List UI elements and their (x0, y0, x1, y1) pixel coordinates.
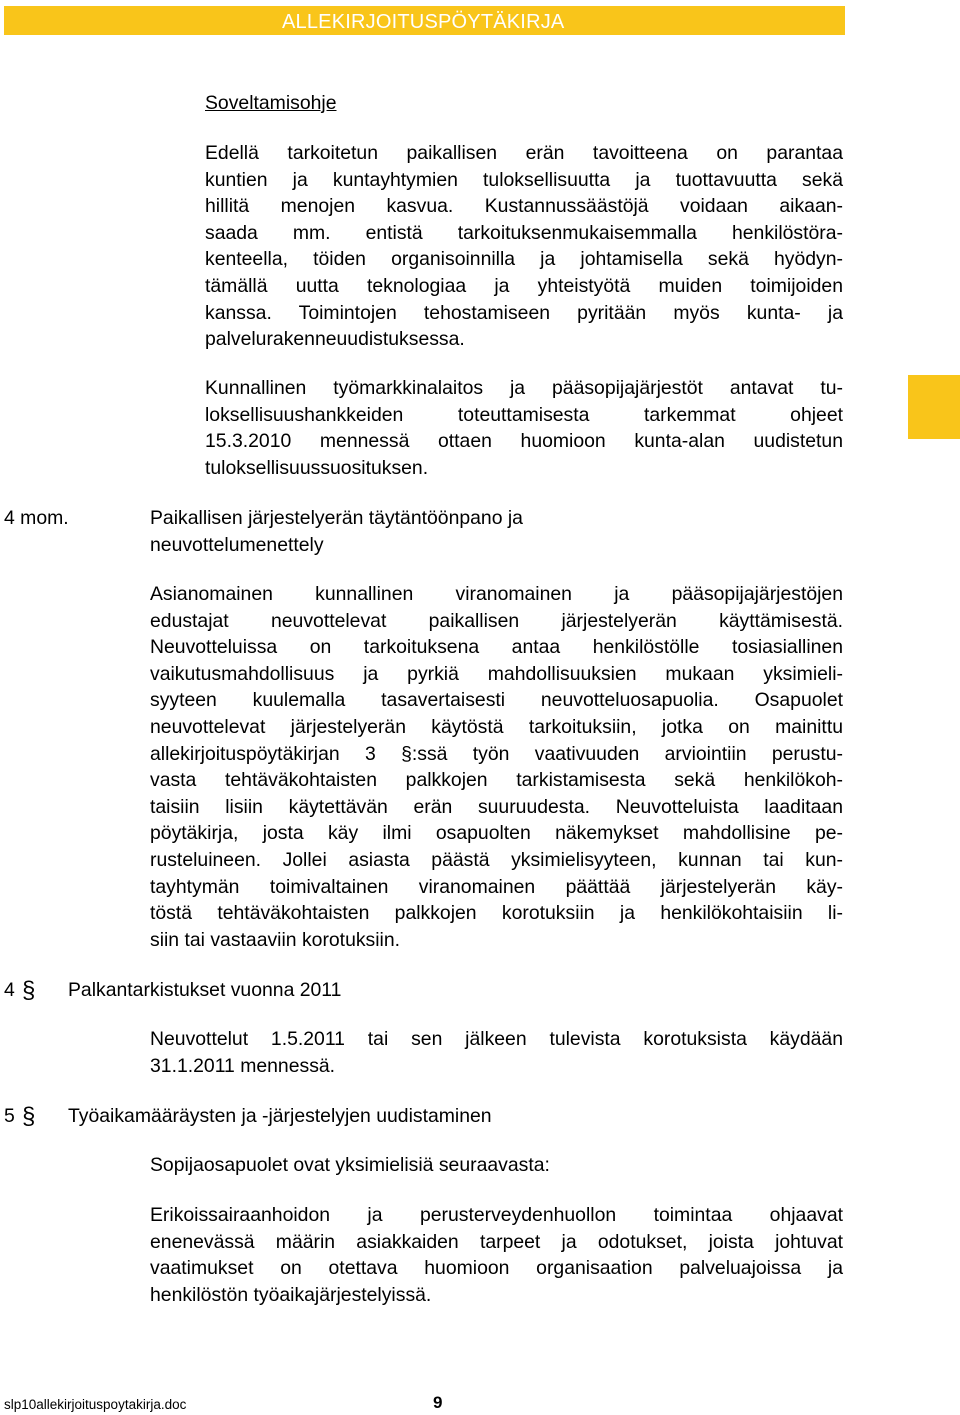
text-line: töstä tehtäväkohtaisten palkkojen korotuksiin ja henkilökohtaisiin li- (150, 902, 843, 925)
text-line: 15.3.2010 mennessä ottaen huomioon kunta-alan uudistetun (205, 430, 843, 453)
text-line: kanssa. Toimintojen tehostamiseen pyritään myös kunta- ja (205, 301, 843, 324)
text-line: taisiin lisiin käytettävän erän suuruudesta. Neuvotteluista laaditaan (150, 795, 843, 818)
text-line: loksellisuushankkeiden toteuttamisesta tarkemmat ohjeet (205, 403, 843, 426)
header-banner (4, 6, 845, 35)
document-title: ALLEKIRJOITUSPÖYTÄKIRJA (282, 11, 565, 33)
text-line: henkilöstön työaikajärjestelyissä. (150, 1283, 432, 1306)
text-line: Neuvotteluissa on tarkoituksena antaa henkilöstölle tosiasiallinen (150, 636, 843, 659)
heading-line: Paikallisen järjestelyerän täytäntöönpano ja (150, 507, 523, 529)
text-line: tayhtymän toimivaltainen viranomainen päättää järjestelyerän käy- (150, 875, 843, 898)
section-heading-soveltamisohje: Soveltamisohje (205, 92, 337, 114)
text-line: kenteella, töiden organisoinnilla ja johtamisella sekä hyödyn- (205, 248, 843, 271)
text-line: allekirjoituspöytäkirjan 3 §:ssä työn vaativuuden arviointiin perustu- (150, 742, 843, 765)
text-line: Asianomainen kunnallinen viranomainen ja pääsopijajärjestöjen (150, 583, 843, 605)
text-line: hillitä menojen kasvua. Kustannussäästöjä voidaan aikaan- (205, 195, 843, 218)
text-line: enenevässä määrin asiakkaiden tarpeet ja odotukset, joista johtuvat (150, 1230, 843, 1253)
section-5-intro: Sopijaosapuolet ovat yksimielisiä seuraavasta: (150, 1154, 550, 1176)
section-5-title: Työaikamääräysten ja -järjestelyjen uudistaminen (68, 1105, 492, 1127)
text-line: pöytäkirja, josta käy ilmi osapuolten näkemykset mahdollisine pe- (150, 822, 843, 845)
footer-filename: slp10allekirjoituspoytakirja.doc (4, 1397, 187, 1412)
section-4-title: Palkantarkistukset vuonna 2011 (68, 979, 342, 1001)
text-line: neuvottelevat järjestelyerän käytöstä tarkoituksiin, jotka on mainittu (150, 715, 843, 738)
paragraph-section-4 (150, 1026, 843, 1079)
text-line: palvelurakenneuudistuksessa. (205, 328, 465, 351)
text-line: tämällä uutta teknologiaa ja yhteistyötä muiden toimijoiden (205, 274, 843, 297)
side-tab-marker (908, 375, 960, 439)
section-4-number: 4 (4, 979, 15, 1001)
text-line: 31.1.2011 mennessä. (150, 1054, 336, 1077)
text-line: tuloksellisuussuosituksen. (205, 456, 429, 479)
text-line: syyteen kuulemalla tasavertaisesti neuvotteluosapuolia. Osapuolet (150, 689, 843, 712)
text-line: vaikutusmahdollisuus ja pyrkiä mahdollisuuksien mukaan yksimieli- (150, 662, 843, 685)
paragraph-soveltamisohje-2 (205, 375, 843, 481)
section-symbol: § (22, 977, 36, 1004)
text-line: Neuvottelut 1.5.2011 tai sen jälkeen tulevista korotuksista käydään (150, 1028, 843, 1050)
paragraph-soveltamisohje-1 (205, 140, 843, 353)
section-5-number: 5 (4, 1105, 15, 1127)
text-line: kuntien ja kuntayhtymien tuloksellisuutta ja tuottavuutta sekä (205, 168, 843, 191)
mom-heading (150, 505, 523, 558)
heading-line: neuvottelumenettely (150, 533, 324, 556)
text-line: edustajat neuvottelevat paikallisen järjestelyerän käyttämisestä. (150, 609, 843, 632)
section-symbol: § (22, 1103, 36, 1130)
page-number: 9 (433, 1393, 443, 1412)
mom-number: 4 mom. (4, 507, 69, 529)
text-line: Edellä tarkoitetun paikallisen erän tavoitteena on parantaa (205, 142, 843, 164)
text-line: Erikoissairaanhoidon ja perusterveydenhuollon toimintaa ohjaavat (150, 1204, 843, 1226)
text-line: siin tai vastaaviin korotuksiin. (150, 928, 401, 951)
text-line: Kunnallinen työmarkkinalaitos ja pääsopijajärjestöt antavat tu- (205, 377, 843, 399)
text-line: rusteluineen. Jollei asiasta päästä yksimielisyyteen, kunnan tai kun- (150, 848, 843, 871)
text-line: saada mm. entistä tarkoituksenmukaisemmalla henkilöstöra- (205, 221, 843, 244)
text-line: vasta tehtäväkohtaisten palkkojen tarkistamisesta sekä henkilökoh- (150, 769, 843, 792)
paragraph-mom4-body (150, 581, 843, 953)
paragraph-section-5 (150, 1202, 843, 1308)
text-line: vaatimukset on otettava huomioon organisaation palveluajoissa ja (150, 1257, 843, 1280)
